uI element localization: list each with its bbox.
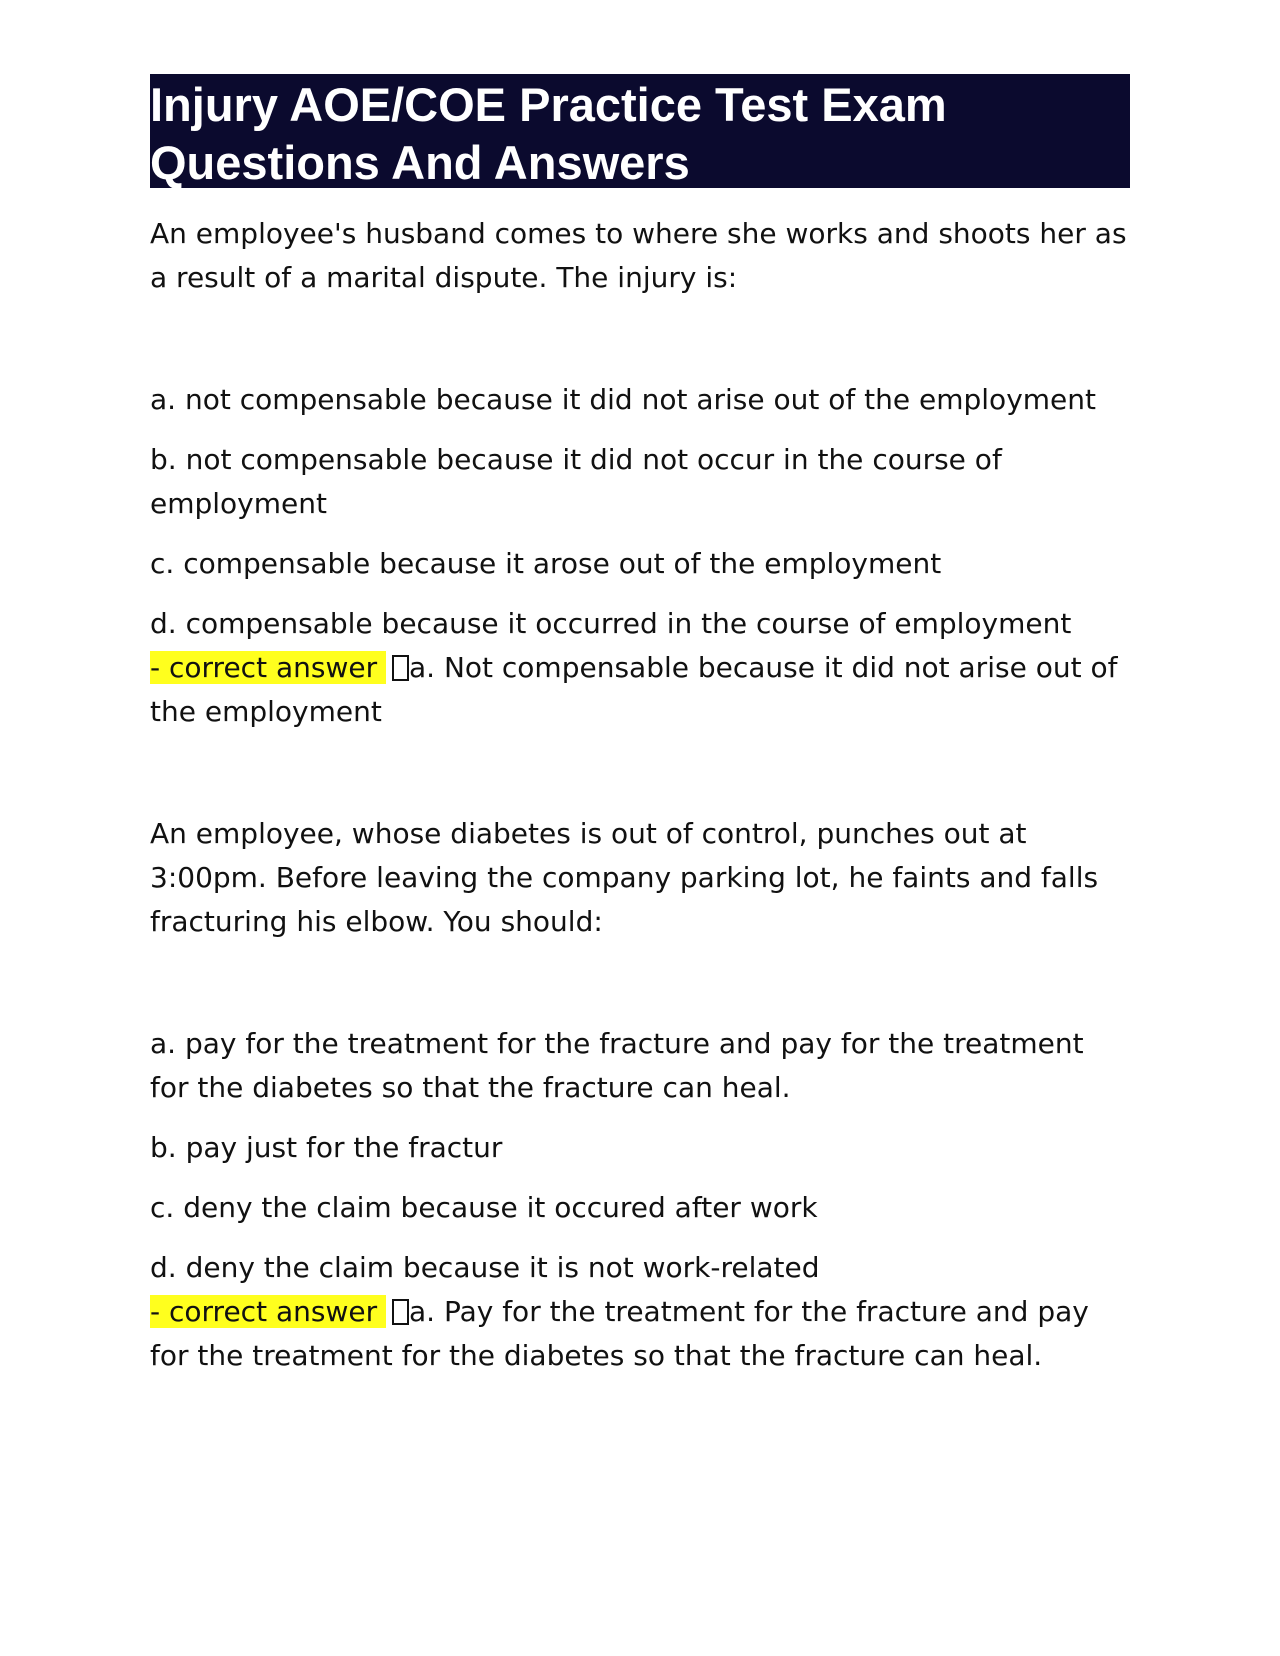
question-1-stem: An employee's husband comes to where she works and shoots her as a result of a marital dispute. The injury is:: [150, 217, 1127, 294]
document-page: [150, 74, 1130, 1378]
correct-answer-marker: - correct answer: [150, 651, 386, 684]
question-1-option-c: c. compensable because it arose out of the employment: [150, 547, 942, 580]
question-2-stem: An employee, whose diabetes is out of control, punches out at 3:00pm. Before leaving the company parking lot, he faints and falls fracturing his elbow. You should:: [150, 817, 1099, 938]
question-1-answer-text: a. Not compensable because it did not arise out of the employment: [150, 651, 1118, 728]
question-2-option-c: c. deny the claim because it occured after work: [150, 1191, 818, 1224]
question-1-option-d: d. compensable because it occurred in the course of employment: [150, 607, 1072, 640]
question-2-options: [150, 1022, 1130, 1378]
question-1-options: [150, 378, 1130, 734]
title-line-1: Injury AOE/COE Practice Test Exam: [150, 78, 947, 131]
question-1-answer: [150, 646, 1130, 734]
question-2-answer-text: a. Pay for the treatment for the fracture and pay for the treatment for the diabetes so that the fracture can heal.: [150, 1295, 1089, 1372]
question-2-option-d: d. deny the claim because it is not work-related: [150, 1251, 820, 1284]
correct-answer-marker: - correct answer: [150, 1295, 386, 1328]
question-2-option-b: b. pay just for the fractur: [150, 1131, 503, 1164]
document-title: [150, 74, 1130, 188]
missing-glyph-box-icon: [392, 1299, 409, 1325]
question-2-answer: [150, 1290, 1130, 1378]
missing-glyph-box-icon: [392, 655, 409, 681]
question-1-option-a: a. not compensable because it did not arise out of the employment: [150, 383, 1096, 416]
question-1-option-b: b. not compensable because it did not occur in the course of employment: [150, 443, 1002, 520]
title-line-2: Questions And Answers: [150, 136, 690, 189]
question-2-option-a: a. pay for the treatment for the fracture and pay for the treatment for the diabetes so that the fracture can heal.: [150, 1027, 1084, 1104]
